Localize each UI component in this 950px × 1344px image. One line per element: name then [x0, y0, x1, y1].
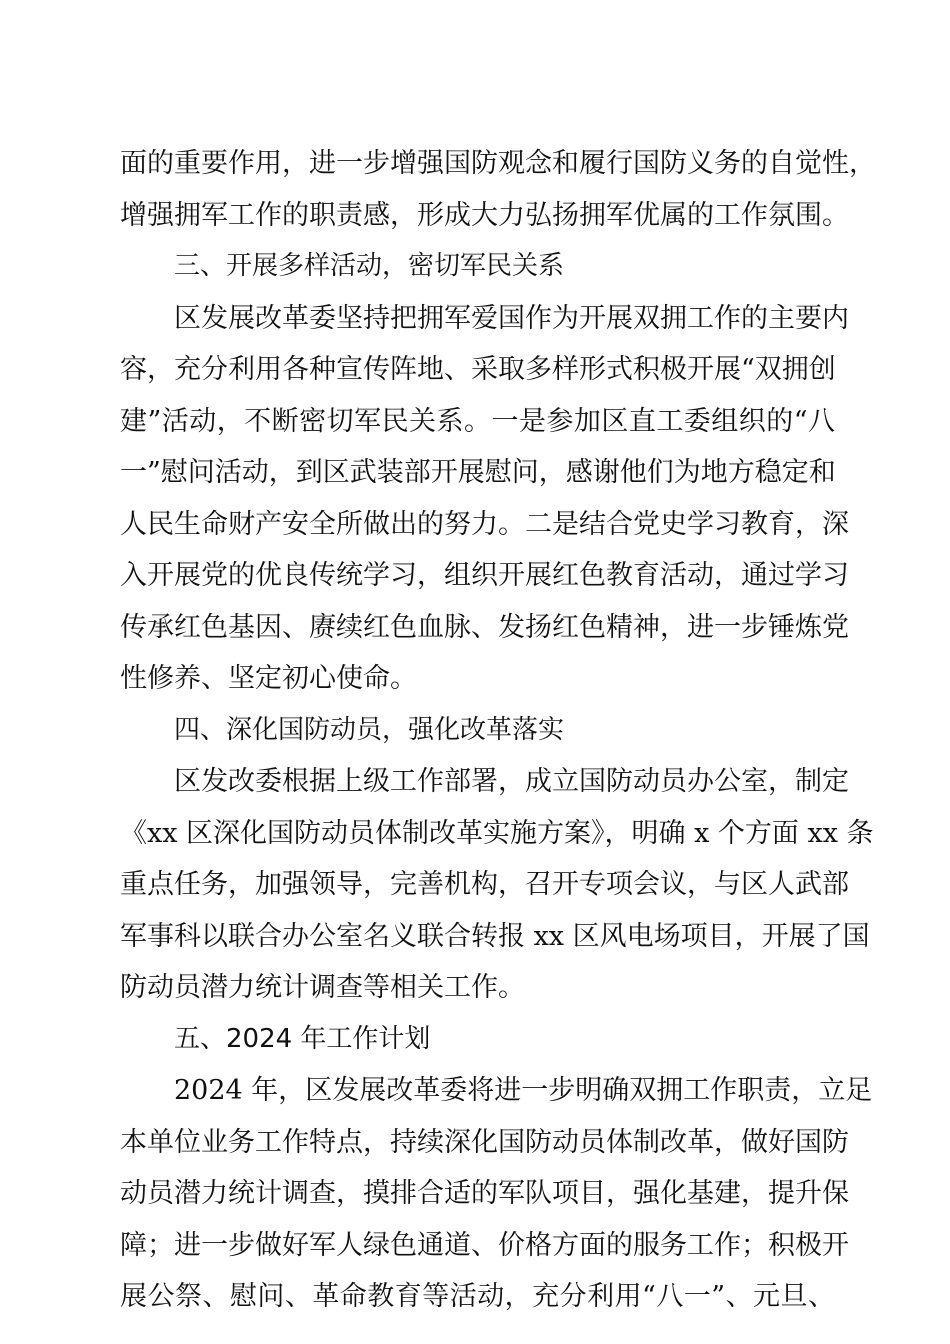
body-line: 重点任务，加强领导，完善机构，召开专项会议，与区人武部: [120, 869, 849, 900]
body-line: 本单位业务工作特点，持续深化国防动员体制改革，做好国防: [120, 1126, 849, 1158]
section-heading: 五、2024 年工作计划: [174, 1023, 431, 1054]
body-line: 动员潜力统计调查，摸排合适的军队项目，强化基建，提升保: [120, 1178, 849, 1209]
body-line: 传承红色基因、赓续红色血脉、发扬红色精神，进一步锤炼党: [120, 611, 849, 643]
body-line: 面的重要作用，进一步增强国防观念和履行国防义务的自觉性，: [120, 148, 876, 179]
body-line: 容，充分利用各种宣传阵地、采取多样形式积极开展“双拥创: [120, 354, 836, 385]
body-line: 一”慰问活动，到区武装部开展慰问，感谢他们为地方稳定和: [120, 457, 836, 488]
body-line: 建”活动，不断密切军民关系。一是参加区直工委组织的“八: [120, 405, 835, 437]
section-heading: 四、深化国防动员，强化改革落实: [174, 714, 565, 745]
body-line: 军事科以联合办公室名义联合转报 xx 区风电场项目，开展了国: [120, 920, 870, 952]
document-page: [120, 138, 876, 1323]
paragraph-first-line: 区发展改革委坚持把拥军爱国作为开展双拥工作的主要内: [174, 302, 849, 334]
body-line: 展公祭、慰问、革命教育等活动，充分利用“八一”、元旦、: [120, 1281, 835, 1312]
body-line: 《xx 区深化国防动员体制改革实施方案》，明确 x 个方面 xx 条: [120, 817, 874, 849]
body-line: 入开展党的优良传统学习，组织开展红色教育活动，通过学习: [120, 560, 849, 591]
body-line: 增强拥军工作的职责感，形成大力弘扬拥军优属的工作氛围。: [120, 199, 849, 231]
body-line: 人民生命财产安全所做出的努力。二是结合党史学习教育，深: [120, 508, 849, 540]
body-line: 障；进一步做好军人绿色通道、价格方面的服务工作；积极开: [120, 1229, 849, 1261]
body-line: 性修养、坚定初心使命。: [120, 663, 417, 694]
paragraph-first-line: 2024 年，区发展改革委将进一步明确双拥工作职责，立足: [174, 1075, 873, 1106]
body-line: 防动员潜力统计调查等相关工作。: [120, 972, 525, 1003]
section-heading: 三、开展多样活动，密切军民关系: [174, 251, 565, 281]
paragraph-first-line: 区发改委根据上级工作部署，成立国防动员办公室，制定: [174, 766, 849, 797]
